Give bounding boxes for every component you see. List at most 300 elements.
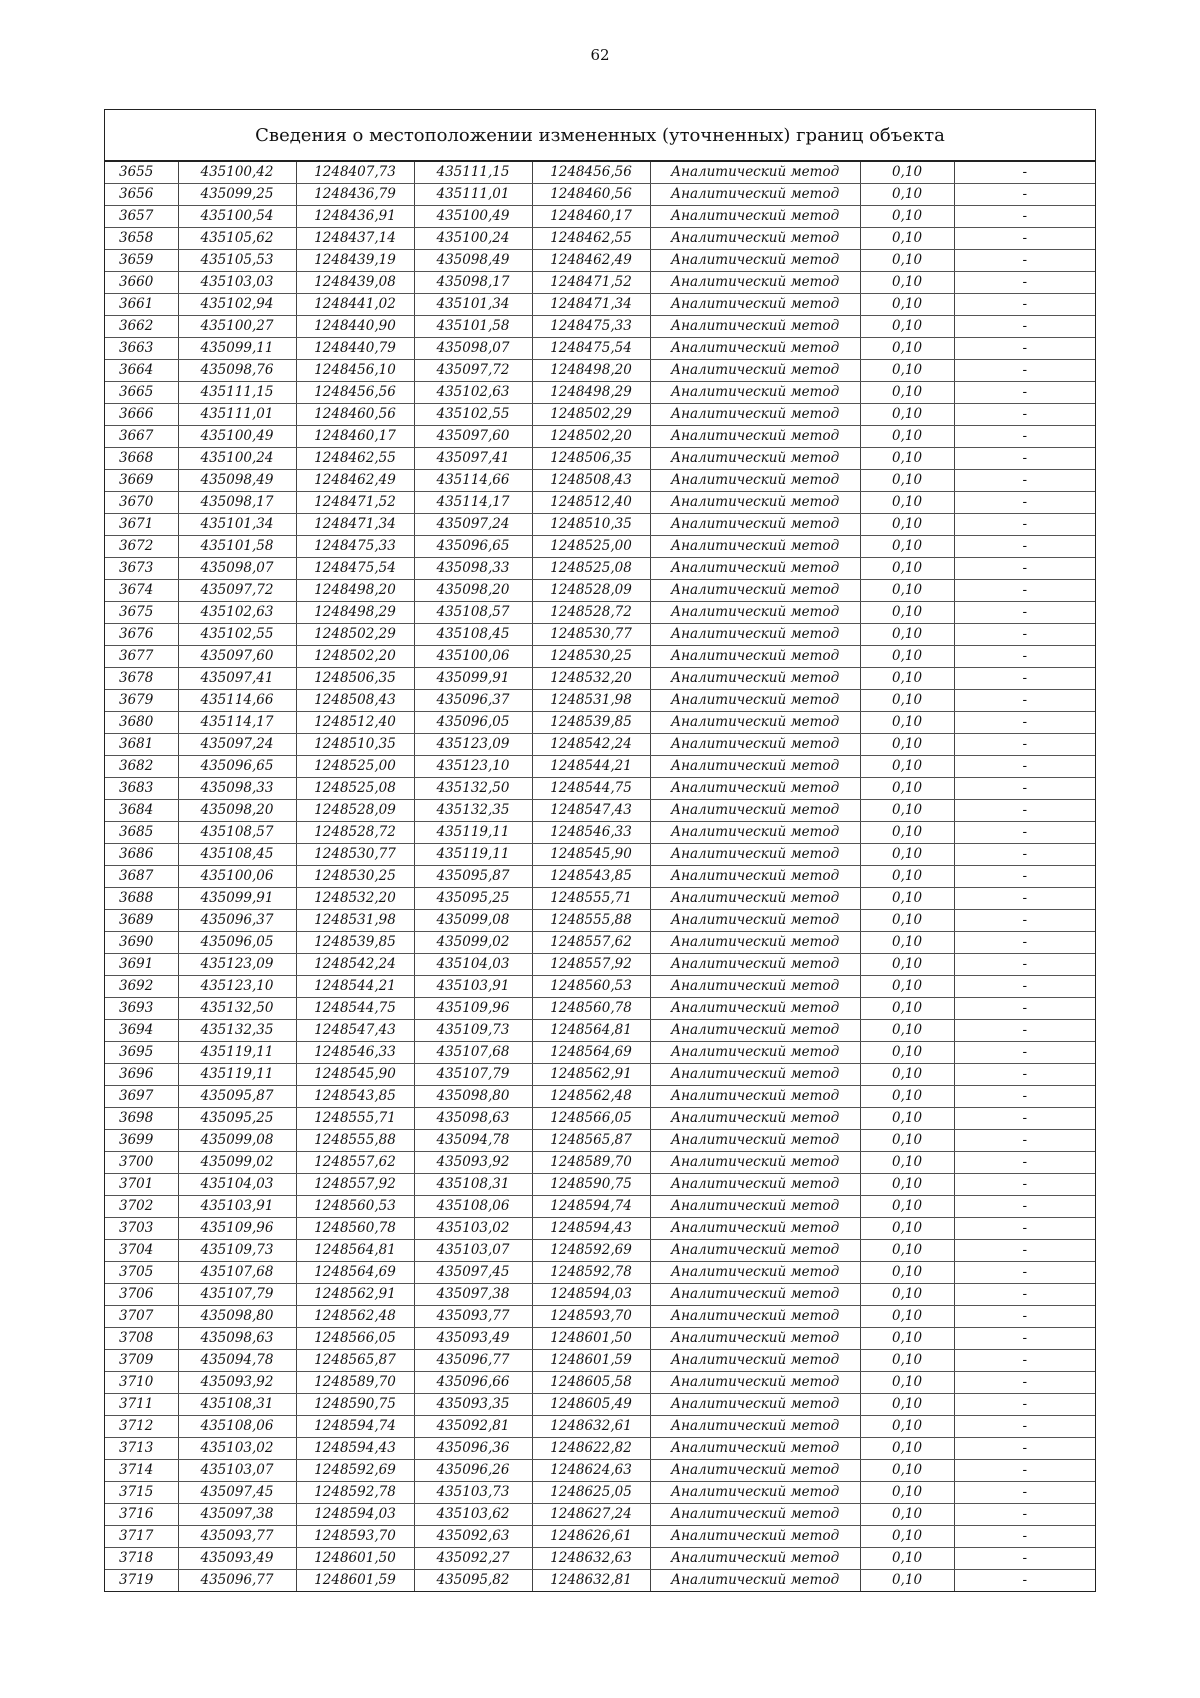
- cell-y-old: 1248531,98: [296, 910, 414, 932]
- cell-x-old: 435100,42: [178, 162, 296, 184]
- cell-y-new: 1248539,85: [532, 712, 650, 734]
- cell-point-number: 3685: [105, 822, 178, 844]
- cell-x-new: 435119,11: [414, 844, 532, 866]
- cell-point-number: 3706: [105, 1284, 178, 1306]
- table-row: [105, 1504, 1095, 1526]
- cell-precision: 0,10: [860, 1064, 954, 1086]
- cell-precision: 0,10: [860, 360, 954, 382]
- cell-method: Аналитический метод: [650, 1262, 860, 1284]
- cell-y-old: 1248471,52: [296, 492, 414, 514]
- cell-y-new: 1248557,92: [532, 954, 650, 976]
- cell-y-old: 1248565,87: [296, 1350, 414, 1372]
- cell-precision: 0,10: [860, 272, 954, 294]
- cell-x-old: 435097,41: [178, 668, 296, 690]
- cell-y-new: 1248508,43: [532, 470, 650, 492]
- cell-x-old: 435111,15: [178, 382, 296, 404]
- cell-method: Аналитический метод: [650, 338, 860, 360]
- cell-precision: 0,10: [860, 1416, 954, 1438]
- cell-note: -: [954, 1350, 1095, 1372]
- table-row: [105, 228, 1095, 250]
- cell-x-new: 435103,62: [414, 1504, 532, 1526]
- cell-y-new: 1248605,58: [532, 1372, 650, 1394]
- cell-method: Аналитический метод: [650, 1526, 860, 1548]
- cell-x-old: 435107,79: [178, 1284, 296, 1306]
- cell-y-new: 1248555,88: [532, 910, 650, 932]
- cell-note: -: [954, 734, 1095, 756]
- cell-method: Аналитический метод: [650, 1328, 860, 1350]
- cell-note: -: [954, 624, 1095, 646]
- cell-precision: 0,10: [860, 338, 954, 360]
- cell-x-old: 435094,78: [178, 1350, 296, 1372]
- cell-precision: 0,10: [860, 1218, 954, 1240]
- cell-point-number: 3660: [105, 272, 178, 294]
- cell-x-new: 435098,07: [414, 338, 532, 360]
- cell-note: -: [954, 1130, 1095, 1152]
- cell-y-new: 1248544,21: [532, 756, 650, 778]
- cell-x-new: 435097,72: [414, 360, 532, 382]
- cell-y-new: 1248626,61: [532, 1526, 650, 1548]
- cell-x-old: 435123,09: [178, 954, 296, 976]
- cell-point-number: 3708: [105, 1328, 178, 1350]
- cell-y-new: 1248460,56: [532, 184, 650, 206]
- cell-point-number: 3656: [105, 184, 178, 206]
- cell-y-old: 1248528,72: [296, 822, 414, 844]
- cell-x-new: 435103,02: [414, 1218, 532, 1240]
- cell-point-number: 3675: [105, 602, 178, 624]
- cell-x-new: 435119,11: [414, 822, 532, 844]
- cell-x-new: 435096,65: [414, 536, 532, 558]
- cell-y-new: 1248510,35: [532, 514, 650, 536]
- cell-point-number: 3690: [105, 932, 178, 954]
- cell-method: Аналитический метод: [650, 558, 860, 580]
- cell-point-number: 3684: [105, 800, 178, 822]
- cell-x-new: 435132,50: [414, 778, 532, 800]
- cell-y-new: 1248566,05: [532, 1108, 650, 1130]
- cell-y-new: 1248475,54: [532, 338, 650, 360]
- table-row: [105, 844, 1095, 866]
- table-row: [105, 206, 1095, 228]
- cell-y-new: 1248543,85: [532, 866, 650, 888]
- cell-note: -: [954, 382, 1095, 404]
- cell-x-new: 435099,02: [414, 932, 532, 954]
- cell-y-new: 1248525,00: [532, 536, 650, 558]
- table-row: [105, 558, 1095, 580]
- cell-point-number: 3670: [105, 492, 178, 514]
- cell-point-number: 3702: [105, 1196, 178, 1218]
- cell-note: -: [954, 800, 1095, 822]
- cell-note: -: [954, 1174, 1095, 1196]
- cell-note: -: [954, 426, 1095, 448]
- cell-method: Аналитический метод: [650, 778, 860, 800]
- cell-y-old: 1248557,92: [296, 1174, 414, 1196]
- cell-x-new: 435108,06: [414, 1196, 532, 1218]
- cell-point-number: 3674: [105, 580, 178, 602]
- cell-y-old: 1248532,20: [296, 888, 414, 910]
- table-row: [105, 272, 1095, 294]
- cell-y-old: 1248502,20: [296, 646, 414, 668]
- cell-x-new: 435098,49: [414, 250, 532, 272]
- cell-x-old: 435103,07: [178, 1460, 296, 1482]
- cell-precision: 0,10: [860, 514, 954, 536]
- cell-x-old: 435100,06: [178, 866, 296, 888]
- cell-y-old: 1248460,56: [296, 404, 414, 426]
- cell-note: -: [954, 250, 1095, 272]
- cell-method: Аналитический метод: [650, 1174, 860, 1196]
- cell-x-new: 435095,82: [414, 1570, 532, 1592]
- page-number: 62: [590, 46, 610, 64]
- cell-y-new: 1248471,34: [532, 294, 650, 316]
- cell-precision: 0,10: [860, 624, 954, 646]
- cell-note: -: [954, 1372, 1095, 1394]
- cell-precision: 0,10: [860, 800, 954, 822]
- cell-x-old: 435119,11: [178, 1064, 296, 1086]
- cell-x-old: 435098,76: [178, 360, 296, 382]
- cell-x-new: 435095,25: [414, 888, 532, 910]
- cell-point-number: 3705: [105, 1262, 178, 1284]
- cell-point-number: 3658: [105, 228, 178, 250]
- cell-y-old: 1248498,20: [296, 580, 414, 602]
- cell-note: -: [954, 404, 1095, 426]
- table-row: [105, 316, 1095, 338]
- cell-note: -: [954, 1438, 1095, 1460]
- cell-y-old: 1248562,91: [296, 1284, 414, 1306]
- cell-point-number: 3716: [105, 1504, 178, 1526]
- cell-note: -: [954, 1108, 1095, 1130]
- cell-note: -: [954, 1196, 1095, 1218]
- cell-method: Аналитический метод: [650, 1086, 860, 1108]
- cell-x-new: 435097,41: [414, 448, 532, 470]
- cell-method: Аналитический метод: [650, 272, 860, 294]
- cell-method: Аналитический метод: [650, 976, 860, 998]
- cell-method: Аналитический метод: [650, 800, 860, 822]
- cell-y-old: 1248508,43: [296, 690, 414, 712]
- cell-x-old: 435102,94: [178, 294, 296, 316]
- cell-note: -: [954, 228, 1095, 250]
- cell-method: Аналитический метод: [650, 646, 860, 668]
- cell-y-old: 1248592,78: [296, 1482, 414, 1504]
- cell-x-new: 435098,17: [414, 272, 532, 294]
- cell-x-old: 435098,17: [178, 492, 296, 514]
- cell-x-old: 435103,91: [178, 1196, 296, 1218]
- cell-y-old: 1248566,05: [296, 1328, 414, 1350]
- cell-note: -: [954, 470, 1095, 492]
- cell-x-old: 435104,03: [178, 1174, 296, 1196]
- cell-point-number: 3659: [105, 250, 178, 272]
- cell-method: Аналитический метод: [650, 184, 860, 206]
- cell-x-new: 435095,87: [414, 866, 532, 888]
- table-row: [105, 1394, 1095, 1416]
- table-row: [105, 184, 1095, 206]
- table-row: [105, 294, 1095, 316]
- table-row: [105, 1108, 1095, 1130]
- cell-x-new: 435109,96: [414, 998, 532, 1020]
- cell-y-new: 1248632,61: [532, 1416, 650, 1438]
- cell-method: Аналитический метод: [650, 998, 860, 1020]
- table-row: [105, 1460, 1095, 1482]
- table-row: [105, 1548, 1095, 1570]
- cell-point-number: 3678: [105, 668, 178, 690]
- table-row: [105, 1152, 1095, 1174]
- cell-x-old: 435109,96: [178, 1218, 296, 1240]
- cell-x-old: 435103,02: [178, 1438, 296, 1460]
- cell-point-number: 3710: [105, 1372, 178, 1394]
- cell-note: -: [954, 1284, 1095, 1306]
- cell-precision: 0,10: [860, 954, 954, 976]
- cell-y-new: 1248564,69: [532, 1042, 650, 1064]
- table-row: [105, 426, 1095, 448]
- cell-precision: 0,10: [860, 1130, 954, 1152]
- cell-y-new: 1248594,74: [532, 1196, 650, 1218]
- cell-y-new: 1248528,09: [532, 580, 650, 602]
- cell-x-new: 435096,66: [414, 1372, 532, 1394]
- cell-note: -: [954, 1262, 1095, 1284]
- cell-method: Аналитический метод: [650, 1042, 860, 1064]
- cell-method: Аналитический метод: [650, 1020, 860, 1042]
- cell-x-new: 435093,49: [414, 1328, 532, 1350]
- cell-y-old: 1248594,43: [296, 1438, 414, 1460]
- cell-y-old: 1248530,77: [296, 844, 414, 866]
- cell-note: -: [954, 910, 1095, 932]
- cell-y-old: 1248471,34: [296, 514, 414, 536]
- cell-x-old: 435097,72: [178, 580, 296, 602]
- table-row: [105, 1416, 1095, 1438]
- cell-note: -: [954, 844, 1095, 866]
- cell-x-old: 435099,25: [178, 184, 296, 206]
- table-row: [105, 1306, 1095, 1328]
- table-row: [105, 1526, 1095, 1548]
- cell-method: Аналитический метод: [650, 844, 860, 866]
- cell-y-new: 1248456,56: [532, 162, 650, 184]
- cell-note: -: [954, 316, 1095, 338]
- cell-y-new: 1248624,63: [532, 1460, 650, 1482]
- cell-precision: 0,10: [860, 690, 954, 712]
- cell-method: Аналитический метод: [650, 1064, 860, 1086]
- cell-y-new: 1248532,20: [532, 668, 650, 690]
- cell-x-new: 435102,55: [414, 404, 532, 426]
- table-row: [105, 954, 1095, 976]
- table-row: [105, 976, 1095, 998]
- cell-y-new: 1248565,87: [532, 1130, 650, 1152]
- cell-y-old: 1248462,49: [296, 470, 414, 492]
- cell-point-number: 3680: [105, 712, 178, 734]
- table-row: [105, 1372, 1095, 1394]
- cell-method: Аналитический метод: [650, 1196, 860, 1218]
- cell-y-new: 1248471,52: [532, 272, 650, 294]
- cell-x-new: 435093,92: [414, 1152, 532, 1174]
- cell-y-old: 1248460,17: [296, 426, 414, 448]
- cell-method: Аналитический метод: [650, 1504, 860, 1526]
- cell-precision: 0,10: [860, 1108, 954, 1130]
- cell-y-new: 1248462,55: [532, 228, 650, 250]
- cell-method: Аналитический метод: [650, 1108, 860, 1130]
- cell-precision: 0,10: [860, 932, 954, 954]
- cell-x-new: 435097,24: [414, 514, 532, 536]
- cell-x-old: 435095,25: [178, 1108, 296, 1130]
- cell-y-new: 1248564,81: [532, 1020, 650, 1042]
- cell-y-new: 1248594,43: [532, 1218, 650, 1240]
- cell-y-old: 1248545,90: [296, 1064, 414, 1086]
- cell-note: -: [954, 756, 1095, 778]
- cell-note: -: [954, 1020, 1095, 1042]
- cell-x-new: 435104,03: [414, 954, 532, 976]
- cell-point-number: 3664: [105, 360, 178, 382]
- cell-point-number: 3663: [105, 338, 178, 360]
- cell-note: -: [954, 206, 1095, 228]
- cell-point-number: 3688: [105, 888, 178, 910]
- cell-x-new: 435102,63: [414, 382, 532, 404]
- cell-y-new: 1248625,05: [532, 1482, 650, 1504]
- cell-method: Аналитический метод: [650, 1394, 860, 1416]
- cell-y-new: 1248502,29: [532, 404, 650, 426]
- cell-precision: 0,10: [860, 316, 954, 338]
- cell-note: -: [1022, 1572, 1028, 1588]
- table-row: [105, 1042, 1095, 1064]
- cell-x-old: 435098,33: [178, 778, 296, 800]
- cell-note: -: [954, 558, 1095, 580]
- cell-method: Аналитический метод: [650, 888, 860, 910]
- cell-x-old: 435100,24: [178, 448, 296, 470]
- cell-note: -: [954, 338, 1095, 360]
- cell-y-new: 1248589,70: [532, 1152, 650, 1174]
- cell-method: Аналитический метод: [650, 470, 860, 492]
- cell-precision: 0,10: [860, 1152, 954, 1174]
- cell-x-new: 435114,17: [414, 492, 532, 514]
- cell-x-old: 435108,45: [178, 844, 296, 866]
- cell-precision: 0,10: [860, 162, 954, 184]
- cell-x-old: 435105,62: [178, 228, 296, 250]
- cell-method: Аналитический метод: [650, 492, 860, 514]
- cell-point-number: 3693: [105, 998, 178, 1020]
- cell-x-new: 435111,15: [414, 162, 532, 184]
- cell-x-new: 435097,38: [414, 1284, 532, 1306]
- table-row: [105, 250, 1095, 272]
- cell-point-number: 3718: [105, 1548, 178, 1570]
- cell-x-new: 435098,80: [414, 1086, 532, 1108]
- cell-y-old: 1248593,70: [296, 1526, 414, 1548]
- cell-precision: 0,10: [860, 866, 954, 888]
- cell-point-number: 3686: [105, 844, 178, 866]
- cell-point-number: 3667: [105, 426, 178, 448]
- cell-point-number: 3715: [105, 1482, 178, 1504]
- table-row: [105, 712, 1095, 734]
- cell-point-number: 3665: [105, 382, 178, 404]
- cell-point-number: 3655: [105, 162, 178, 184]
- cell-precision: 0,10: [860, 888, 954, 910]
- cell-x-old: 435100,49: [178, 426, 296, 448]
- cell-x-new: 435098,20: [414, 580, 532, 602]
- cell-y-old: 1248498,29: [296, 602, 414, 624]
- cell-y-new: 1248498,29: [532, 382, 650, 404]
- cell-x-new: 435111,01: [414, 184, 532, 206]
- cell-method: Аналитический метод: [650, 668, 860, 690]
- cell-x-old: 435098,20: [178, 800, 296, 822]
- cell-point-number: 3672: [105, 536, 178, 558]
- table-row: [105, 404, 1095, 426]
- cell-y-old: 1248564,81: [296, 1240, 414, 1262]
- table-row: [105, 756, 1095, 778]
- table-row: [105, 646, 1095, 668]
- table-row: [105, 800, 1095, 822]
- cell-note: -: [954, 778, 1095, 800]
- cell-x-old: 435098,63: [178, 1328, 296, 1350]
- cell-note: -: [954, 646, 1095, 668]
- cell-precision: 0,10: [860, 910, 954, 932]
- cell-x-old: 435108,57: [178, 822, 296, 844]
- cell-point-number: 3677: [105, 646, 178, 668]
- table-row: [105, 1262, 1095, 1284]
- cell-y-new: 1248560,78: [532, 998, 650, 1020]
- cell-note: -: [954, 272, 1095, 294]
- cell-x-new: 435123,10: [414, 756, 532, 778]
- table-row: [105, 910, 1095, 932]
- cell-method: Аналитический метод: [650, 514, 860, 536]
- cell-method: Аналитический метод: [650, 910, 860, 932]
- cell-x-old: 435096,77: [178, 1570, 296, 1592]
- cell-point-number: 3709: [105, 1350, 178, 1372]
- table-row: [105, 1570, 1095, 1592]
- cell-method: Аналитический метод: [650, 1152, 860, 1174]
- cell-precision: 0,10: [860, 1350, 954, 1372]
- cell-method: Аналитический метод: [650, 1416, 860, 1438]
- table-row: [105, 492, 1095, 514]
- cell-note: -: [954, 514, 1095, 536]
- cell-method: Аналитический метод: [650, 1372, 860, 1394]
- cell-x-old: 435099,08: [178, 1130, 296, 1152]
- cell-point-number: 3661: [105, 294, 178, 316]
- cell-note: -: [954, 1548, 1095, 1570]
- cell-x-new: 435123,09: [414, 734, 532, 756]
- cell-point-number: 3699: [105, 1130, 178, 1152]
- table-row: [105, 1174, 1095, 1196]
- cell-note: -: [954, 1328, 1095, 1350]
- cell-x-new: 435100,24: [414, 228, 532, 250]
- cell-x-new: 435098,33: [414, 558, 532, 580]
- cell-note: -: [954, 360, 1095, 382]
- table-row: [105, 932, 1095, 954]
- cell-note: -: [954, 712, 1095, 734]
- cell-note: -: [954, 448, 1095, 470]
- table-row: [105, 1064, 1095, 1086]
- cell-x-old: 435099,02: [178, 1152, 296, 1174]
- cell-y-old: 1248544,75: [296, 998, 414, 1020]
- cell-x-old: 435101,58: [178, 536, 296, 558]
- cell-method: Аналитический метод: [650, 866, 860, 888]
- cell-precision: 0,10: [860, 1042, 954, 1064]
- cell-y-old: 1248601,59: [296, 1570, 414, 1592]
- cell-precision: 0,10: [860, 998, 954, 1020]
- cell-method: Аналитический метод: [650, 404, 860, 426]
- cell-y-old: 1248456,56: [296, 382, 414, 404]
- cell-precision: 0,10: [860, 426, 954, 448]
- cell-x-old: 435100,54: [178, 206, 296, 228]
- cell-x-new: 435096,05: [414, 712, 532, 734]
- cell-y-old: 1248594,03: [296, 1504, 414, 1526]
- cell-y-old: 1248525,00: [296, 756, 414, 778]
- cell-precision: 0,10: [860, 1482, 954, 1504]
- cell-y-new: 1248627,24: [532, 1504, 650, 1526]
- table-row: [105, 580, 1095, 602]
- cell-x-old: 435097,45: [178, 1482, 296, 1504]
- cell-note: -: [954, 162, 1095, 184]
- cell-y-new: 1248512,40: [532, 492, 650, 514]
- cell-method: Аналитический метод: [650, 250, 860, 272]
- cell-y-old: 1248439,19: [296, 250, 414, 272]
- cell-point-number: 3689: [105, 910, 178, 932]
- cell-x-new: 435092,27: [414, 1548, 532, 1570]
- cell-method: Аналитический метод: [650, 1306, 860, 1328]
- cell-y-new: 1248605,49: [532, 1394, 650, 1416]
- cell-y-old: 1248590,75: [296, 1394, 414, 1416]
